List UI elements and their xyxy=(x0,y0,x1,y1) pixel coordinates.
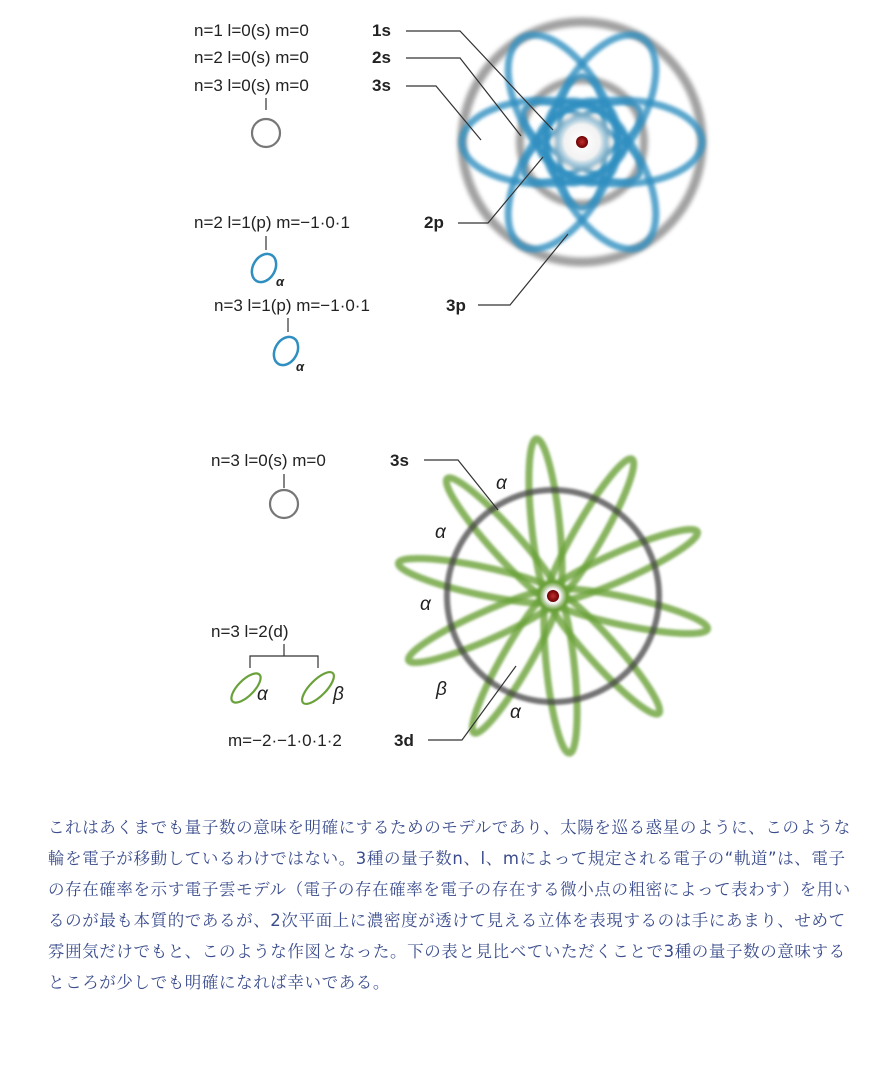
legend-p2-alpha: α xyxy=(276,274,285,289)
nucleus xyxy=(576,136,588,148)
ring-alpha-4: α xyxy=(510,702,521,723)
label-2s: 2s xyxy=(372,48,391,67)
label-3s-quantum-bottom: n=3 l=0(s) m=0 xyxy=(211,451,326,470)
legend-p3-alpha: α xyxy=(296,359,305,374)
label-3d-quantum: n=3 l=2(d) xyxy=(211,622,289,641)
label-1s: 1s xyxy=(372,21,391,40)
top-atom xyxy=(462,17,702,267)
label-3p-quantum: n=3 l=1(p) m=−1·0·1 xyxy=(214,296,370,315)
label-3p: 3p xyxy=(446,296,466,315)
label-3s: 3s xyxy=(372,76,391,95)
legend-d-alpha: α xyxy=(257,684,268,705)
ring-alpha-1: α xyxy=(496,473,507,494)
ring-beta: β xyxy=(436,679,447,700)
legend-d-beta: β xyxy=(333,684,344,705)
bottom-atom xyxy=(396,437,711,754)
nucleus-bottom xyxy=(547,590,559,602)
legend-bracket xyxy=(250,656,318,668)
label-3d: 3d xyxy=(394,731,414,750)
label-3s-quantum: n=3 l=0(s) m=0 xyxy=(194,76,309,95)
label-3s-bottom: 3s xyxy=(390,451,409,470)
label-3d-m: m=−2·−1·0·1·2 xyxy=(228,731,342,750)
ring-alpha-2: α xyxy=(435,522,446,543)
legend-s-icon xyxy=(252,119,280,147)
label-2s-quantum: n=2 l=0(s) m=0 xyxy=(194,48,309,67)
legend-s-icon-bottom xyxy=(270,490,298,518)
label-2p: 2p xyxy=(424,213,444,232)
description-text: これはあくまでも量子数の意味を明確にするためのモデルであり、太陽を巡る惑星のように、このような輪を電子が移動しているわけではない。3種の量子数n、l、mによって規定される電子の“軌道”は、電子の存在確率を示す電子雲モデル（電子の存在確率を電子の存在する微小点の粗密によって表わす）を用いるのが最も本質的であるが、2次平面上に濃密度が透けて見える立体を表現するのは手にあまり、せめて雰囲気だけでもと、このような作図となった。下の表と見比べていただくことで3種の量子数の意味するところが少しでも明確になれば幸いである。 xyxy=(48,818,851,992)
label-2p-quantum: n=2 l=1(p) m=−1·0·1 xyxy=(194,213,350,232)
ring-alpha-3: α xyxy=(420,594,431,615)
label-1s-quantum: n=1 l=0(s) m=0 xyxy=(194,21,309,40)
